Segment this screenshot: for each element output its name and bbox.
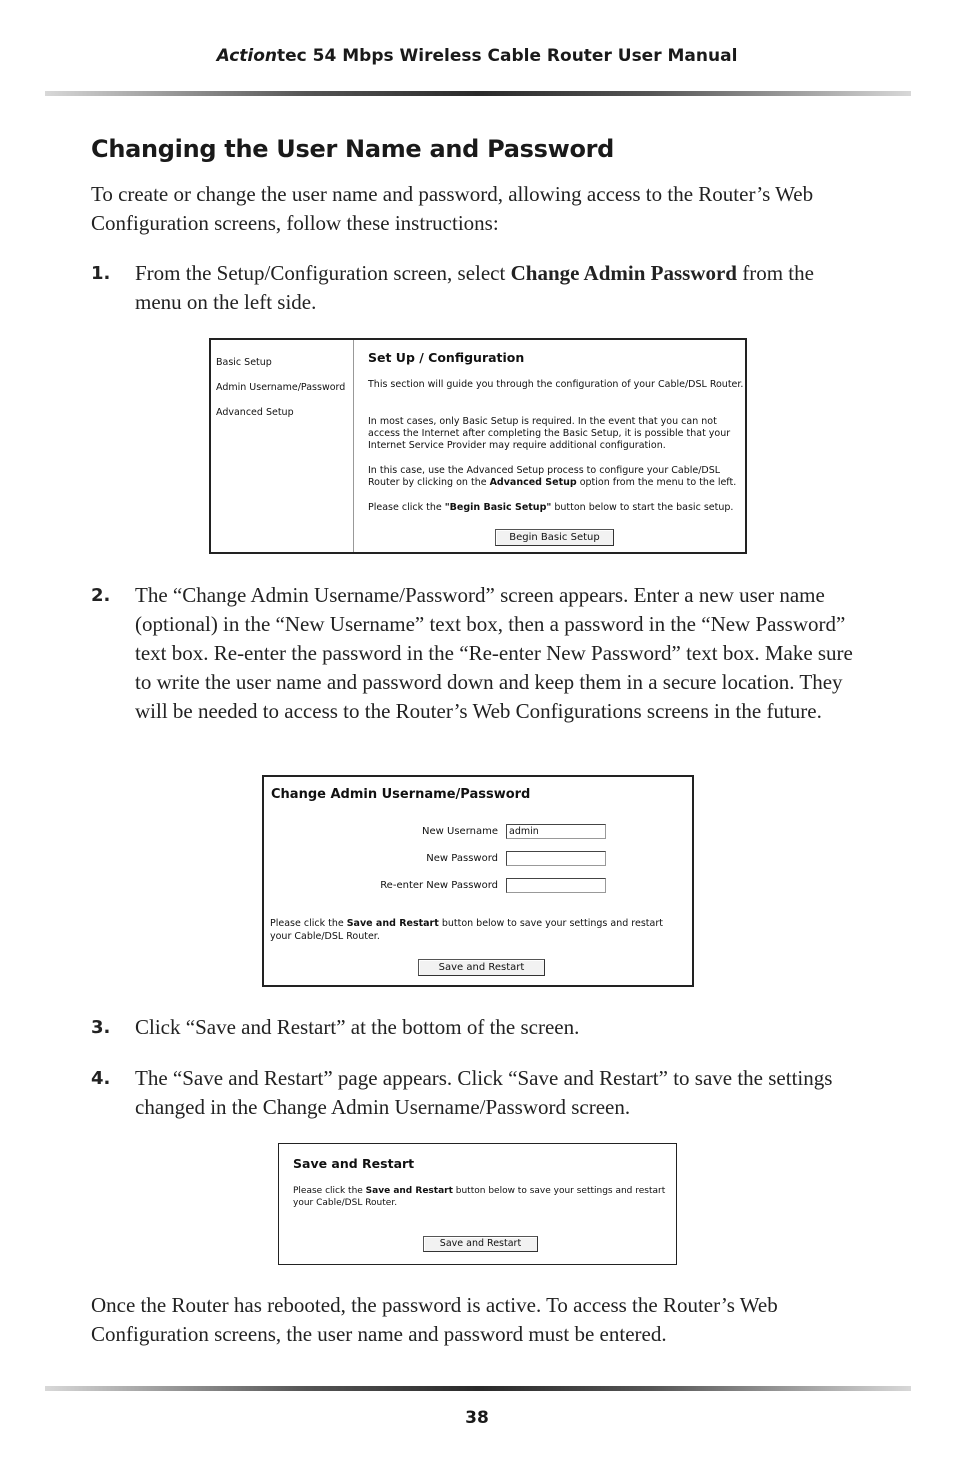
- page-number: 38: [465, 1408, 489, 1428]
- menu-item-admin-username-password[interactable]: Admin Username/Password: [216, 382, 346, 393]
- reenter-password-input[interactable]: [506, 878, 606, 893]
- header-brand-italic: Action: [216, 46, 278, 66]
- save-restart-page-note: [293, 1185, 668, 1209]
- step-number: 4.: [91, 1068, 111, 1089]
- new-username-input[interactable]: admin: [506, 824, 606, 839]
- intro-paragraph: To create or change the user name and password, allowing access to the Router’s Web Configuration screens, follow these instructions:: [91, 182, 814, 235]
- setup-menu-sidebar: [211, 340, 354, 552]
- text-part: In this case, use the Advanced Setup process to configure your Cable/DSL Router by clicking on the: [368, 465, 721, 488]
- text-bold: Save and Restart: [365, 1186, 453, 1196]
- text-part: button below to save your settings and restart your Cable/DSL Router.: [270, 918, 663, 942]
- step-text: The “Change Admin Username/Password” screen appears. Enter a new user name (optional) in the “New Username” text box, then a password in the “New Password” text box. Re-enter the password in the “Re-enter New Password” text box. Make sure to write the user name and password down and keep them in a secure location. They will be needed to access to the Router’s Web Configurations screens in the future.: [135, 583, 853, 723]
- reenter-password-label: Re-enter New Password: [380, 880, 498, 891]
- header-rule: [45, 91, 911, 96]
- text-part: Please click the: [270, 918, 347, 929]
- step-text: [135, 259, 860, 317]
- change-admin-screenshot: [262, 775, 694, 987]
- step-text-part: From the Setup/Configuration screen, select: [135, 261, 511, 285]
- save-restart-heading: Save and Restart: [293, 1156, 415, 1171]
- running-header: [0, 46, 954, 66]
- setup-heading: Set Up / Configuration: [368, 350, 525, 365]
- text-part: option from the menu to the left.: [576, 477, 737, 488]
- change-admin-heading: Change Admin Username/Password: [271, 787, 531, 802]
- text-bold: Save and Restart: [346, 918, 439, 929]
- step-number: 3.: [91, 1017, 111, 1038]
- text-bold: Advanced Setup: [489, 477, 577, 488]
- menu-item-basic-setup[interactable]: Basic Setup: [216, 357, 272, 368]
- text-part: Please click the: [368, 502, 445, 513]
- text-part: button below to save your settings and restart your Cable/DSL Router.: [293, 1186, 666, 1208]
- new-password-input[interactable]: [506, 851, 606, 866]
- closing-paragraph: Once the Router has rebooted, the password is active. To access the Router’s Web Configuration screens, the user name and password must be entered.: [91, 1293, 778, 1346]
- header-text: tec 54 Mbps Wireless Cable Router User Manual: [277, 46, 738, 66]
- new-password-label: New Password: [426, 853, 498, 864]
- setup-paragraph-2: In most cases, only Basic Setup is required. In the event that you can not access the Internet after completing the Basic Setup, it is possible that your Internet Service Provider may require additional configuration.: [368, 416, 731, 451]
- step-text-part: from the menu on the left side.: [135, 261, 814, 314]
- footer-rule: [45, 1386, 911, 1391]
- section-title: Changing the User Name and Password: [91, 135, 615, 163]
- save-restart-note: [270, 917, 685, 943]
- setup-paragraph-1: This section will guide you through the configuration of your Cable/DSL Router.: [368, 379, 744, 390]
- setup-paragraph-3: [368, 465, 746, 489]
- save-and-restart-confirm-button[interactable]: Save and Restart: [423, 1236, 538, 1252]
- text-bold: "Begin Basic Setup": [444, 502, 552, 513]
- save-and-restart-button[interactable]: Save and Restart: [418, 959, 545, 976]
- save-restart-screenshot: [278, 1143, 677, 1265]
- text-part: Please click the: [293, 1186, 366, 1196]
- step-number: 2.: [91, 585, 111, 606]
- menu-item-advanced-setup[interactable]: Advanced Setup: [216, 407, 294, 418]
- text-part: button below to start the basic setup.: [551, 502, 734, 513]
- step-text: The “Save and Restart” page appears. Click “Save and Restart” to save the settings changed in the Change Admin Username/Password screen.: [135, 1066, 833, 1119]
- begin-basic-setup-button[interactable]: Begin Basic Setup: [495, 529, 614, 546]
- step-number: 1.: [91, 263, 111, 284]
- step-text-bold: Change Admin Password: [510, 261, 737, 285]
- setup-configuration-screenshot: [209, 338, 747, 554]
- setup-paragraph-4: [368, 502, 746, 514]
- new-username-label: New Username: [422, 826, 498, 837]
- step-text: Click “Save and Restart” at the bottom of the screen.: [135, 1015, 580, 1039]
